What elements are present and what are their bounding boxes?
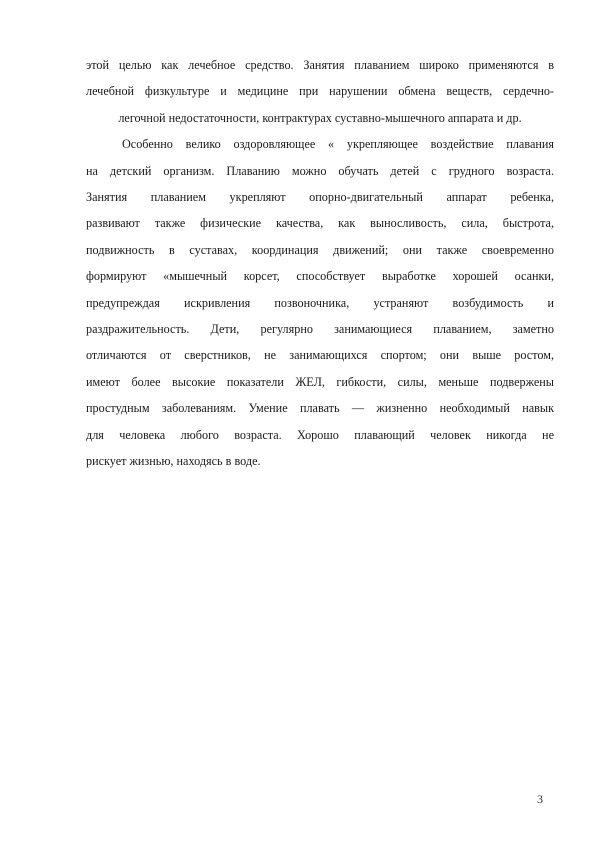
paragraph-line: Особенно велико оздоровляющее « укрепляющее воздействие плавания (122, 137, 554, 152)
paragraph-line: для человека любого возраста. Хорошо плавающий человек никогда не (86, 427, 554, 442)
paragraph-line: Занятия плаванием укрепляют опорно-двигательный аппарат ребенка, (86, 190, 554, 205)
body-text (86, 52, 554, 475)
paragraph-line: лечебной физкультуре и медицине при нарушении обмена веществ, сердечно- (86, 84, 554, 99)
page-number: 3 (537, 792, 543, 806)
paragraph-line: раздражительность. Дети, регулярно занимающиеся плаванием, заметно (86, 322, 554, 337)
paragraph-line: предупреждая искривления позвоночника, устраняют возбудимость и (86, 295, 554, 310)
paragraph-line: на детский организм. Плаванию можно обучать детей с грудного возраста. (86, 163, 554, 178)
paragraph-line: развивают также физические качества, как выносливость, сила, быстрота, (86, 216, 554, 231)
paragraph-2 (86, 131, 554, 474)
paragraph-line: отличаются от сверстников, не занимающихся спортом; они выше ростом, (86, 348, 554, 363)
paragraph-line: формируют «мышечный корсет, способствует выработке хорошей осанки, (86, 269, 554, 284)
paragraph-line: имеют более высокие показатели ЖЕЛ, гибкости, силы, меньше подвержены (86, 374, 554, 389)
paragraph-line: легочной недостаточности, контрактурах суставно-мышечного аппарата и др. (118, 110, 522, 125)
paragraph-line: этой целью как лечебное средство. Занятия плаванием широко применяются в (86, 58, 554, 72)
paragraph-line: простудным заболеваниям. Умение плавать — жизненно необходимый навык (86, 401, 554, 416)
paragraph-line: подвижность в суставах, координация движений; они также своевременно (86, 242, 554, 257)
paragraph-1 (86, 52, 554, 131)
paragraph-line: рискует жизнью, находясь в воде. (86, 454, 261, 469)
